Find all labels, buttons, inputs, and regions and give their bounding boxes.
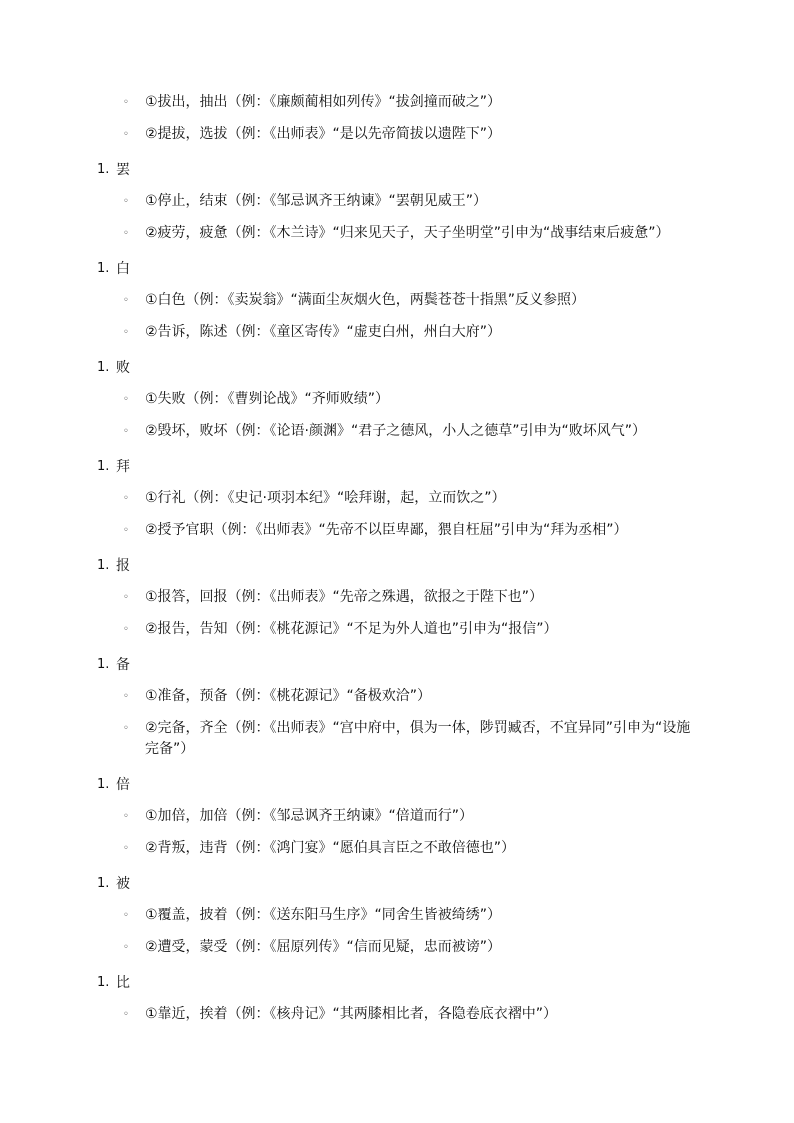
- sense-text: ①靠近，挨着（例：《核舟记》“其两膝相比者，各隐卷底衣褶中”）: [145, 1006, 558, 1022]
- entry-heading: [0, 456, 794, 478]
- sense-item: [0, 223, 794, 244]
- entry-character: 白: [116, 261, 130, 277]
- sense-text: ②背叛，违背（例：《鸿门宴》“愿伯具言臣之不敢倍德也”）: [145, 840, 516, 856]
- entry-character: 败: [116, 360, 130, 376]
- bullet-marker: ◦: [123, 525, 129, 536]
- entry-heading: [0, 357, 794, 379]
- sense-item: [0, 905, 794, 926]
- entry-number: 1.: [97, 657, 110, 672]
- bullet-marker: ◦: [123, 811, 129, 822]
- bullet-marker: ◦: [123, 426, 129, 437]
- bullet-marker: ◦: [123, 295, 129, 306]
- sense-item: [0, 488, 794, 509]
- entry-number: 1.: [97, 162, 110, 177]
- sense-item: [0, 191, 794, 212]
- bullet-marker: ◦: [123, 394, 129, 405]
- dictionary-entry: [0, 654, 794, 760]
- entry-character: 拜: [116, 459, 130, 475]
- entry-number: 1.: [97, 777, 110, 792]
- sense-item: [0, 124, 794, 145]
- bullet-marker: ◦: [123, 691, 129, 702]
- sense-text: ①拔出，抽出（例：《廉颇蔺相如列传》“拔剑撞而破之”）: [145, 94, 502, 110]
- entry-heading: [0, 654, 794, 676]
- entry-character: 被: [116, 876, 130, 892]
- bullet-marker: ◦: [123, 843, 129, 854]
- sense-item: [0, 718, 794, 760]
- entry-heading: [0, 774, 794, 796]
- entry-number: 1.: [97, 261, 110, 276]
- sense-text: ②告诉，陈述（例：《童区寄传》“虚吏白州，州白大府”）: [145, 324, 502, 340]
- sense-text: ②提拔，选拔（例：《出师表》“是以先帝简拔以遗陛下”）: [145, 126, 502, 142]
- sense-text: ①加倍，加倍（例：《邹忌讽齐王纳谏》“倍道而行”）: [145, 808, 474, 824]
- entry-character: 报: [116, 558, 130, 574]
- sense-text: ①行礼（例：《史记·项羽本纪》“哙拜谢，起，立而饮之”）: [145, 490, 506, 506]
- bullet-marker: ◦: [123, 624, 129, 635]
- sense-item: [0, 290, 794, 311]
- bullet-marker: ◦: [123, 942, 129, 953]
- entry-heading: [0, 873, 794, 895]
- bullet-marker: ◦: [123, 228, 129, 239]
- sense-text: ①覆盖，披着（例：《送东阳马生序》“同舍生皆被绮绣”）: [145, 907, 502, 923]
- sense-item: [0, 587, 794, 608]
- dictionary-entry: [0, 972, 794, 1025]
- bullet-marker: ◦: [123, 493, 129, 504]
- bullet-marker: ◦: [123, 723, 129, 734]
- sense-text: ②毁坏，败坏（例：《论语·颜渊》“君子之德风，小人之德草”引申为“败坏风气”）: [145, 423, 647, 439]
- dictionary-entry: [0, 555, 794, 640]
- dictionary-entry: [0, 258, 794, 343]
- sense-text: ②报告，告知（例：《桃花源记》“不足为外人道也”引申为“报信”）: [145, 621, 558, 637]
- sense-item: [0, 520, 794, 541]
- bullet-marker: ◦: [123, 196, 129, 207]
- sense-text: ①失败（例：《曹刿论战》“齐师败绩”）: [145, 391, 390, 407]
- entry-number: 1.: [97, 876, 110, 891]
- entry-number: 1.: [97, 975, 110, 990]
- entry-heading: [0, 555, 794, 577]
- sense-item: [0, 322, 794, 343]
- dictionary-entry: [0, 92, 794, 145]
- entry-number: 1.: [97, 360, 110, 375]
- dictionary-entry: [0, 774, 794, 859]
- sense-item: [0, 686, 794, 707]
- entry-character: 倍: [116, 777, 130, 793]
- sense-text: ①停止，结束（例：《邹忌讽齐王纳谏》“罢朝见威王”）: [145, 193, 488, 209]
- sense-text: ②遭受，蒙受（例：《屈原列传》“信而见疑，忠而被谤”）: [145, 939, 502, 955]
- sense-item: [0, 421, 794, 442]
- sense-item: [0, 389, 794, 410]
- entry-number: 1.: [97, 558, 110, 573]
- bullet-marker: ◦: [123, 592, 129, 603]
- bullet-marker: ◦: [123, 910, 129, 921]
- sense-item: [0, 838, 794, 859]
- dictionary-entry: [0, 357, 794, 442]
- sense-text: ②疲劳，疲惫（例：《木兰诗》“归来见天子，天子坐明堂”引申为“战事结束后疲惫”）: [145, 225, 670, 241]
- bullet-marker: ◦: [123, 129, 129, 140]
- sense-text: ②授予官职（例：《出师表》“先帝不以臣卑鄙，猥自枉屈”引申为“拜为丞相”）: [145, 522, 628, 538]
- sense-text: ①准备，预备（例：《桃花源记》“备极欢洽”）: [145, 688, 432, 704]
- sense-text: ①报答，回报（例：《出师表》“先帝之殊遇，欲报之于陛下也”）: [145, 589, 544, 605]
- dictionary-entry: [0, 873, 794, 958]
- entry-number: 1.: [97, 459, 110, 474]
- sense-item: [0, 937, 794, 958]
- entry-character: 备: [116, 657, 130, 673]
- bullet-marker: ◦: [123, 327, 129, 338]
- bullet-marker: ◦: [123, 97, 129, 108]
- entry-heading: [0, 159, 794, 181]
- dictionary-entry: [0, 159, 794, 244]
- sense-item: [0, 92, 794, 113]
- bullet-marker: ◦: [123, 1009, 129, 1020]
- sense-item: [0, 806, 794, 827]
- entry-heading: [0, 972, 794, 994]
- entry-character: 罢: [116, 162, 130, 178]
- dictionary-entry: [0, 456, 794, 541]
- sense-item: [0, 1004, 794, 1025]
- sense-text: ①白色（例：《卖炭翁》“满面尘灰烟火色，两鬓苍苍十指黑”反义参照）: [145, 292, 586, 308]
- entry-heading: [0, 258, 794, 280]
- sense-text: ②完备，齐全（例：《出师表》“宫中府中，俱为一体，陟罚臧否，不宜异同”引申为“设施完备”）: [145, 720, 691, 757]
- entry-character: 比: [116, 975, 130, 991]
- sense-item: [0, 619, 794, 640]
